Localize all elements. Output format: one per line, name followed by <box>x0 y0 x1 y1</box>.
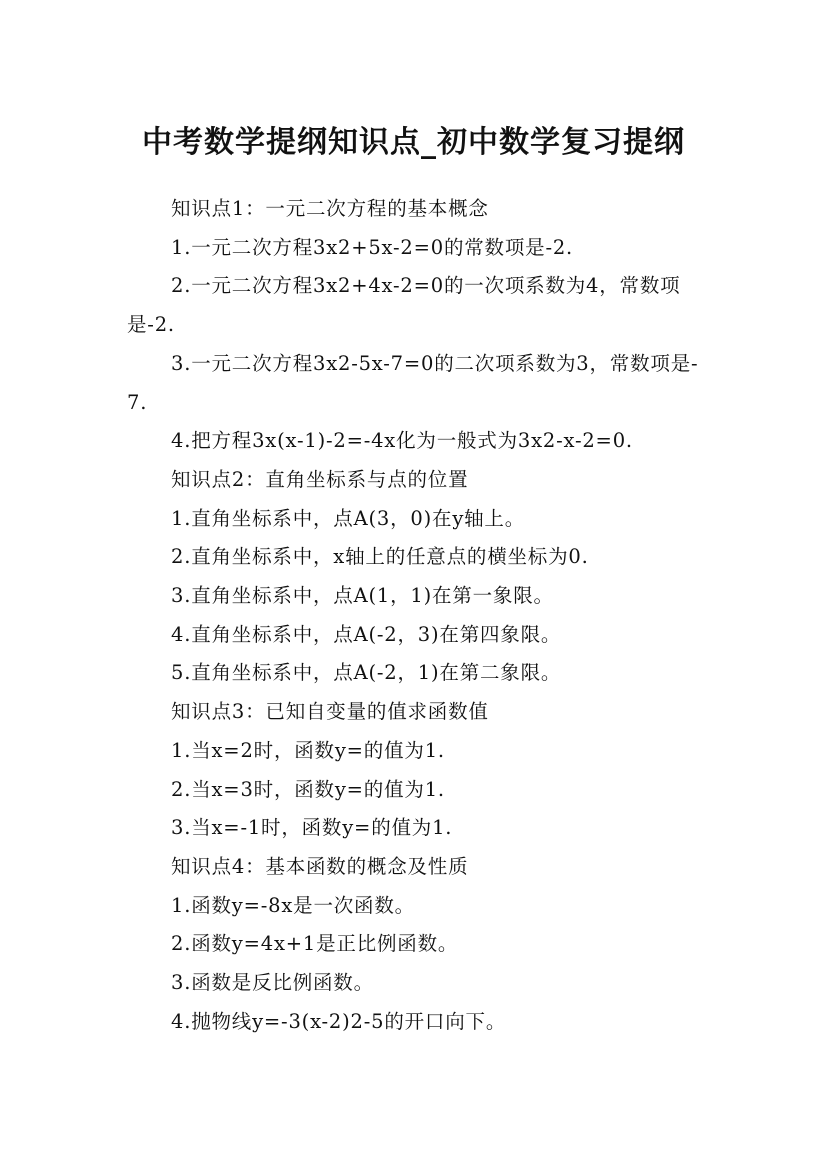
list-item: 1.一元二次方程3x2+5x-2=0的常数项是-2. <box>171 235 574 259</box>
list-item: 2.当x=3时，函数y=的值为1. <box>171 777 445 801</box>
section-heading: 知识点4：基本函数的概念及性质 <box>171 854 469 878</box>
document-body <box>127 190 707 1041</box>
list-item: 1.函数y=-8x是一次函数。 <box>171 893 415 917</box>
list-item: 2.直角坐标系中，x轴上的任意点的横坐标为0. <box>171 545 589 569</box>
document-title: 中考数学提纲知识点_初中数学复习提纲 <box>142 125 685 161</box>
list-item: 2.函数y=4x+1是正比例函数。 <box>171 932 459 956</box>
section-heading: 知识点3：已知自变量的值求函数值 <box>171 700 489 724</box>
section-heading: 知识点2：直角坐标系与点的位置 <box>171 467 469 491</box>
list-item: 3.函数是反比例函数。 <box>171 971 374 995</box>
list-item: 3.直角坐标系中，点A(1，1)在第一象限。 <box>171 584 554 608</box>
list-item: 2.一元二次方程3x2+4x-2=0的一次项系数为4，常数项是-2. <box>127 274 681 337</box>
list-item: 1.直角坐标系中，点A(3，0)在y轴上。 <box>171 506 526 530</box>
list-item: 1.当x=2时，函数y=的值为1. <box>171 738 445 762</box>
section-heading: 知识点1：一元二次方程的基本概念 <box>171 197 489 220</box>
list-item: 4.把方程3x(x-1)-2=-4x化为一般式为3x2-x-2=0. <box>171 429 633 453</box>
list-item: 3.一元二次方程3x2-5x-7=0的二次项系数为3，常数项是-7. <box>127 351 699 414</box>
list-item: 5.直角坐标系中，点A(-2，1)在第二象限。 <box>171 661 562 685</box>
list-item: 4.抛物线y=-3(x-2)2-5的开口向下。 <box>171 1009 507 1033</box>
list-item: 4.直角坐标系中，点A(-2，3)在第四象限。 <box>171 622 562 646</box>
list-item: 3.当x=-1时，函数y=的值为1. <box>171 816 453 840</box>
